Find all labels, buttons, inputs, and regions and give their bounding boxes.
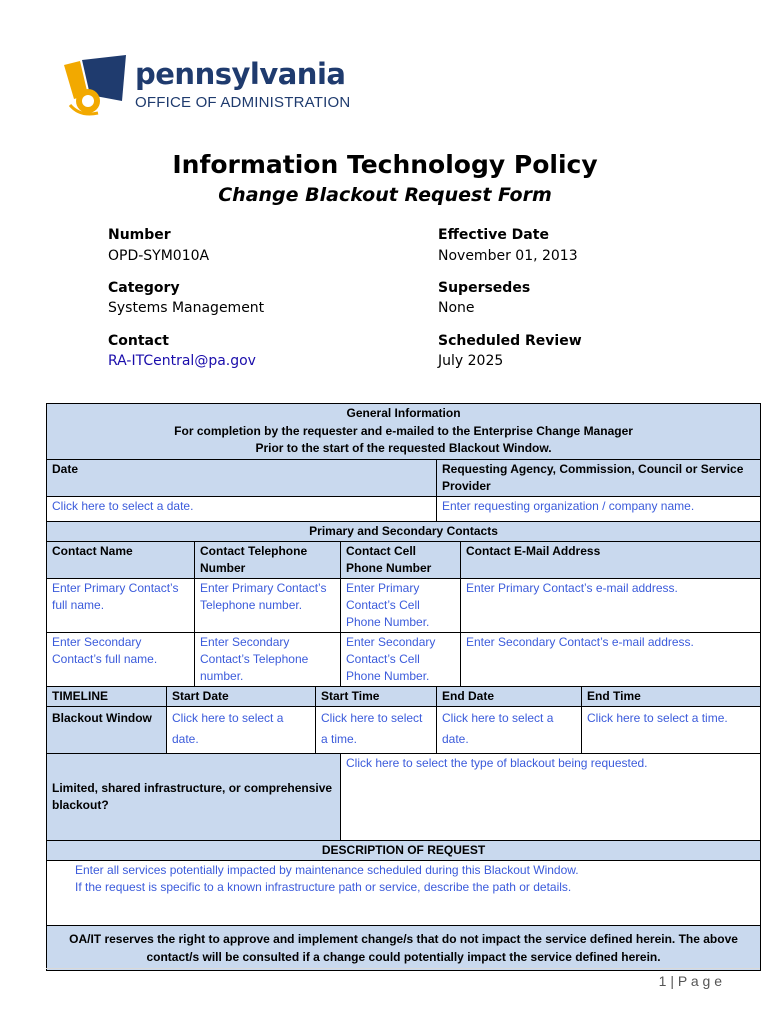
description-field[interactable] bbox=[47, 860, 761, 925]
end-date-field[interactable]: Click here to select a date. bbox=[437, 706, 582, 753]
page-number bbox=[659, 973, 722, 989]
blackout-request-form bbox=[46, 403, 761, 971]
date-label: Date bbox=[47, 459, 437, 496]
blackout-type-row bbox=[47, 753, 761, 840]
general-info-header-row bbox=[47, 404, 761, 460]
requesting-agency-field[interactable]: Enter requesting organization / company name. bbox=[437, 496, 761, 521]
secondary-contact-name-field[interactable]: Enter Secondary Contact’s full name. bbox=[47, 632, 195, 686]
secondary-contact-telephone-field[interactable]: Enter Secondary Contact’s Telephone number. bbox=[195, 632, 341, 686]
primary-contact-row bbox=[47, 578, 761, 632]
blackout-window-label: Blackout Window bbox=[47, 706, 167, 753]
contact-telephone-header: Contact Telephone Number bbox=[195, 541, 341, 578]
end-time-field[interactable]: Click here to select a time. bbox=[582, 706, 761, 753]
approval-notice: OA/IT reserves the right to approve and implement change/s that do not impact the service defined herein. The above contact/s will be consulted if a change could potentially impact the service defined herein. bbox=[47, 925, 761, 970]
contacts-heading: Primary and Secondary Contacts bbox=[47, 521, 761, 541]
effective-date-label: Effective Date bbox=[438, 227, 549, 243]
general-info-heading: General Information bbox=[346, 406, 461, 420]
contact-email-header: Contact E-Mail Address bbox=[461, 541, 761, 578]
end-date-header: End Date bbox=[437, 686, 582, 706]
secondary-contact-row bbox=[47, 632, 761, 686]
description-input-row bbox=[47, 860, 761, 925]
timeline-label: TIMELINE bbox=[47, 686, 167, 706]
date-agency-label-row bbox=[47, 459, 761, 496]
secondary-contact-email-field[interactable]: Enter Secondary Contact’s e-mail address. bbox=[461, 632, 761, 686]
blackout-type-question: Limited, shared infrastructure, or comprehensive blackout? bbox=[47, 753, 341, 840]
number-label: Number bbox=[108, 227, 171, 243]
page-title: Information Technology Policy bbox=[172, 150, 598, 179]
contacts-column-row bbox=[47, 541, 761, 578]
contact-label: Contact bbox=[108, 333, 169, 349]
contact-name-header: Contact Name bbox=[47, 541, 195, 578]
effective-date-value: November 01, 2013 bbox=[438, 248, 578, 264]
agency-label: Requesting Agency, Commission, Council or Service Provider bbox=[437, 459, 761, 496]
scheduled-review-value: July 2025 bbox=[438, 353, 504, 369]
timeline-header-row bbox=[47, 686, 761, 706]
request-date-field[interactable]: Click here to select a date. bbox=[47, 496, 437, 521]
pa-keystone-logo-icon bbox=[60, 55, 130, 117]
blackout-window-row bbox=[47, 706, 761, 753]
logo-subtitle: OFFICE OF ADMINISTRATION bbox=[135, 94, 351, 111]
category-value: Systems Management bbox=[108, 300, 265, 316]
general-info-timing-note: Prior to the start of the requested Blackout Window. bbox=[255, 441, 552, 455]
scheduled-review-label: Scheduled Review bbox=[438, 333, 582, 349]
general-info-instructions: For completion by the requester and e-mailed to the Enterprise Change Manager bbox=[174, 423, 633, 438]
secondary-contact-cell-field[interactable]: Enter Secondary Contact’s Cell Phone Number. bbox=[341, 632, 461, 686]
end-time-header: End Time bbox=[582, 686, 761, 706]
notice-row bbox=[47, 925, 761, 970]
primary-contact-telephone-field[interactable]: Enter Primary Contact’s Telephone number. bbox=[195, 578, 341, 632]
contacts-header-row bbox=[47, 521, 761, 541]
page-label: | P a g e bbox=[670, 973, 722, 989]
category-label: Category bbox=[108, 280, 180, 296]
description-placeholder-line-2: If the request is specific to a known infrastructure path or service, describe the path or details. bbox=[75, 879, 572, 894]
contact-email-link[interactable]: RA-ITCentral@pa.gov bbox=[108, 353, 256, 369]
start-date-field[interactable]: Click here to select a date. bbox=[167, 706, 316, 753]
blackout-type-field[interactable]: Click here to select the type of blackout being requested. bbox=[341, 753, 761, 840]
number-value: OPD-SYM010A bbox=[108, 248, 210, 264]
supersedes-label: Supersedes bbox=[438, 280, 531, 296]
description-heading: DESCRIPTION OF REQUEST bbox=[47, 840, 761, 860]
start-time-header: Start Time bbox=[316, 686, 437, 706]
description-placeholder-line-1: Enter all services potentially impacted by maintenance scheduled during this Blackout Window. bbox=[75, 862, 579, 877]
logo-name: pennsylvania bbox=[135, 57, 346, 91]
contact-cell-header: Contact Cell Phone Number bbox=[341, 541, 461, 578]
page-subtitle: Change Blackout Request Form bbox=[218, 184, 552, 206]
footer-divider bbox=[46, 968, 760, 969]
start-date-header: Start Date bbox=[167, 686, 316, 706]
primary-contact-cell-field[interactable]: Enter Primary Contact’s Cell Phone Number. bbox=[341, 578, 461, 632]
primary-contact-email-field[interactable]: Enter Primary Contact’s e-mail address. bbox=[461, 578, 761, 632]
page-number-value: 1 bbox=[658, 973, 667, 989]
description-header-row bbox=[47, 840, 761, 860]
date-agency-input-row bbox=[47, 496, 761, 521]
supersedes-value: None bbox=[438, 300, 475, 316]
start-time-field[interactable]: Click here to select a time. bbox=[316, 706, 437, 753]
primary-contact-name-field[interactable]: Enter Primary Contact’s full name. bbox=[47, 578, 195, 632]
